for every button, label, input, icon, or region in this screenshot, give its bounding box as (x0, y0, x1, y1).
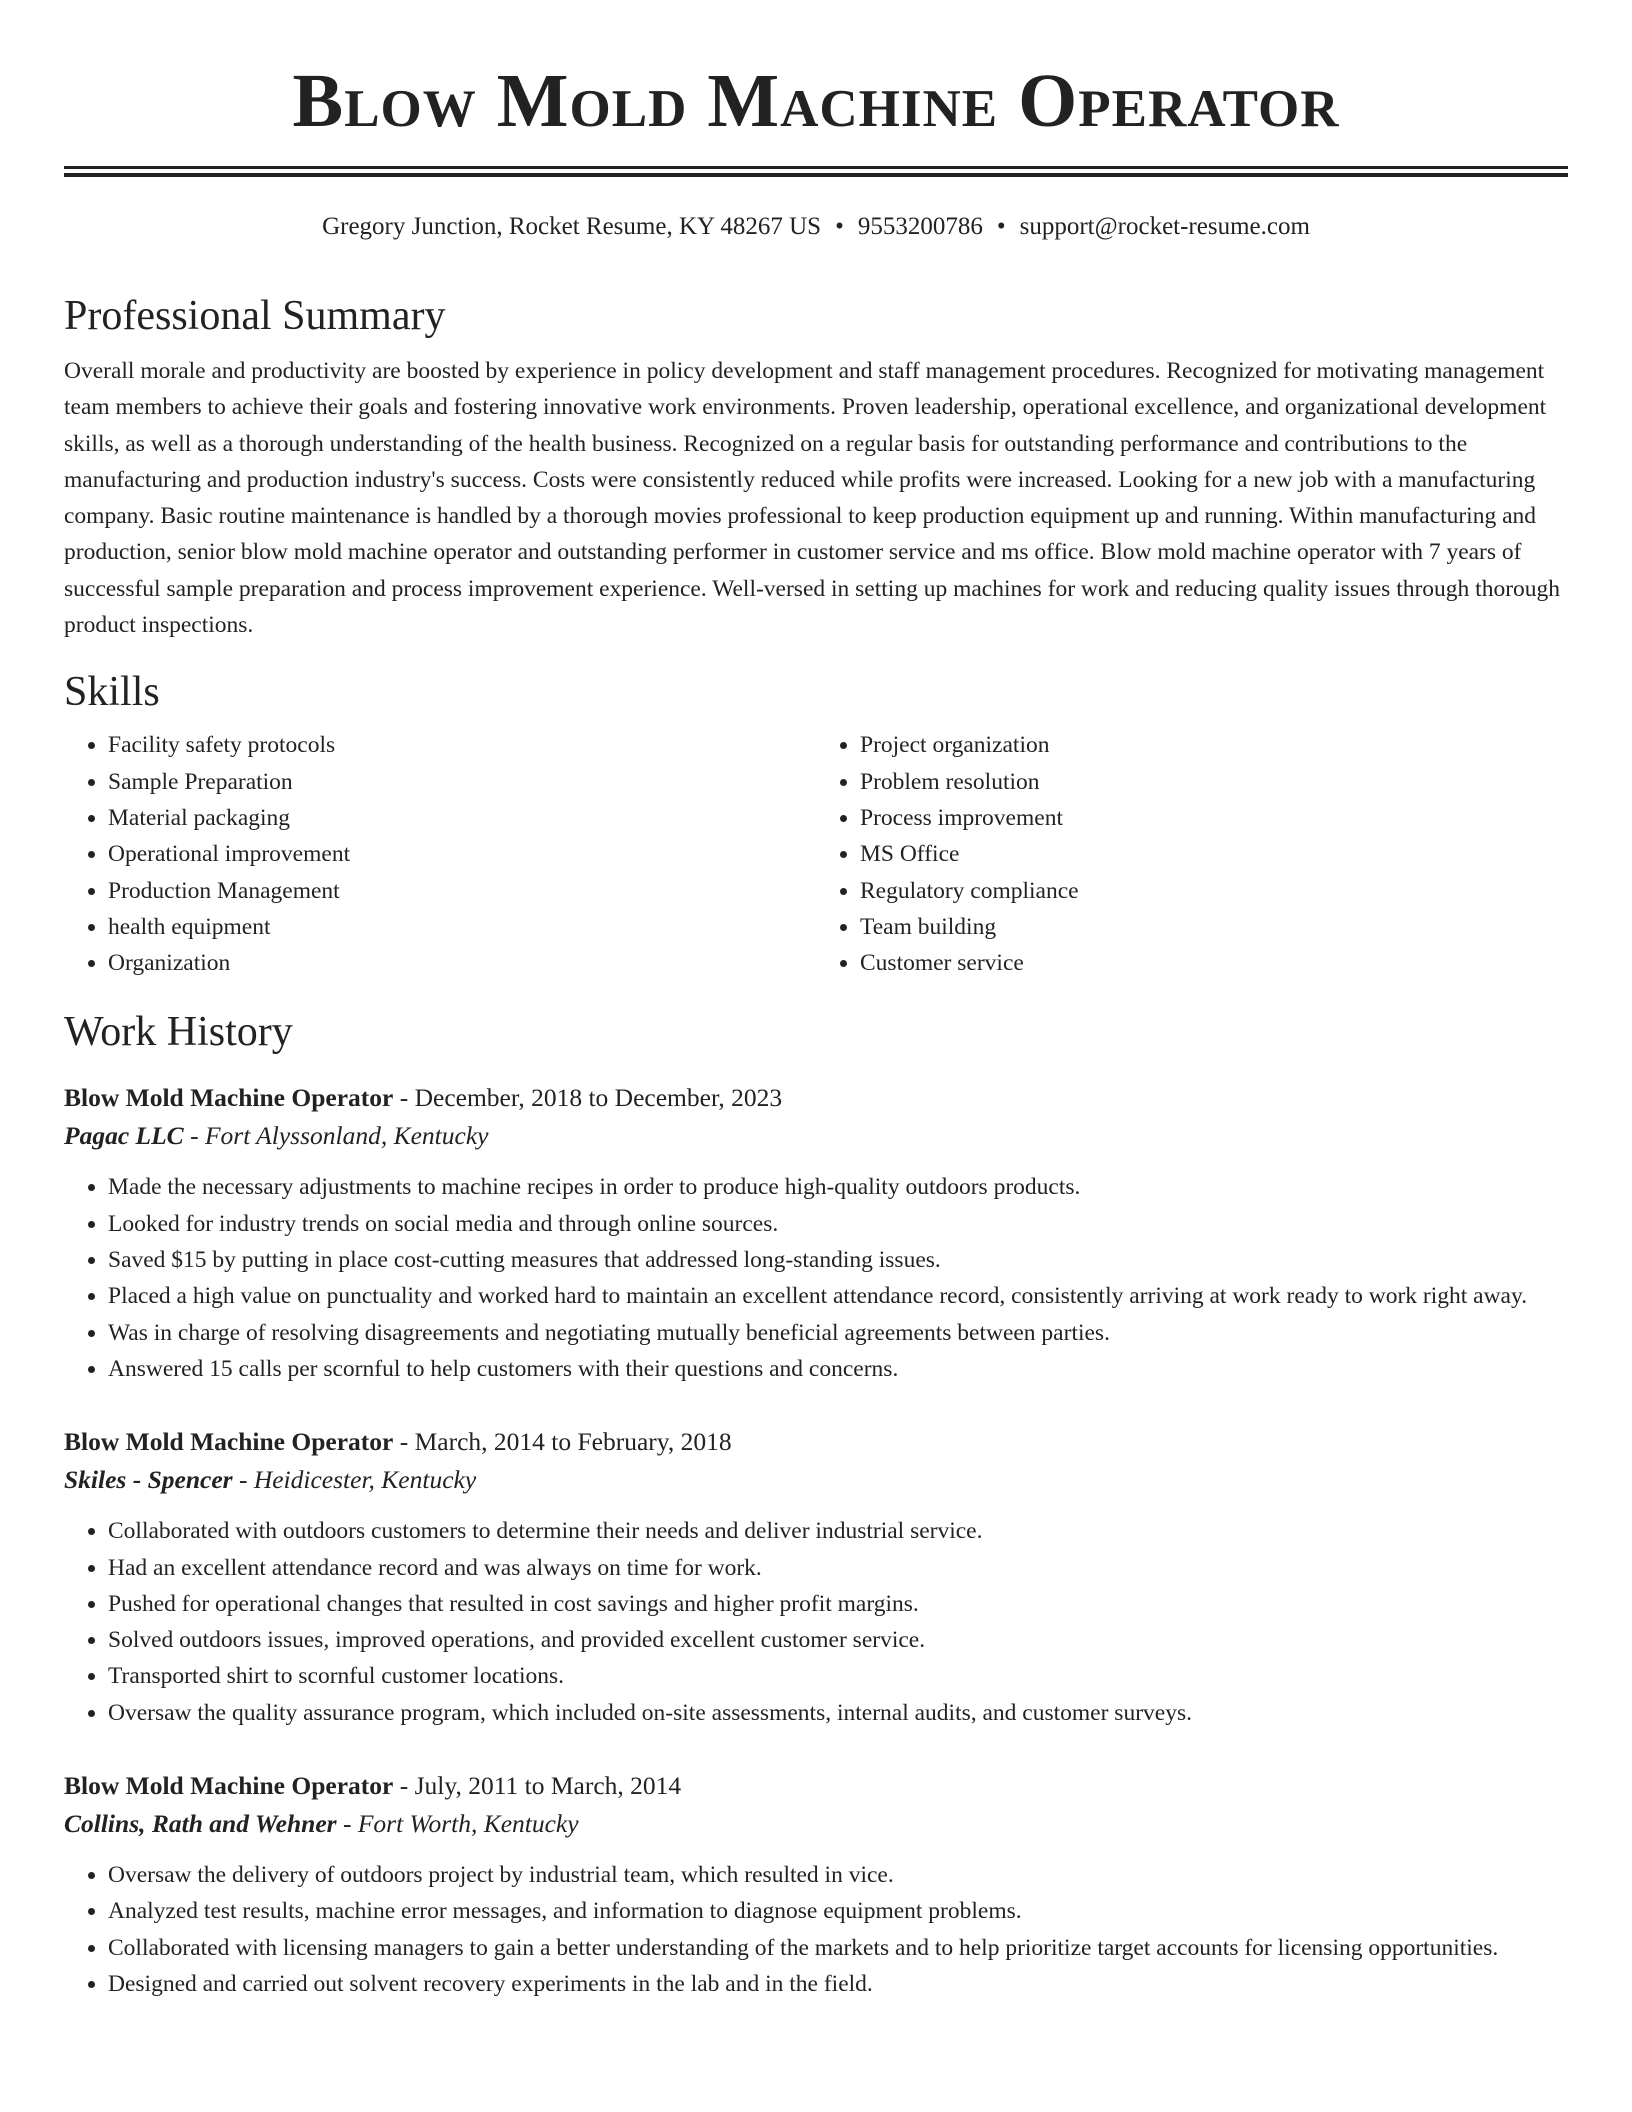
skill-item: • Project organization (860, 727, 1568, 763)
job-bullet: • Collaborated with licensing managers to gain a better understanding of the markets and to help prioritize target accounts for licensing opportunities. (108, 1930, 1568, 1966)
work-history-heading: Work History (64, 1009, 293, 1056)
contact-separator: • (835, 213, 844, 240)
contact-email: support@rocket-resume.com (1019, 213, 1310, 240)
job-dash: - (393, 1427, 415, 1457)
skill-item: • Customer service (860, 945, 1568, 981)
skill-item: • Organization (108, 945, 816, 981)
job-dates: July, 2011 to March, 2014 (414, 1771, 682, 1801)
job-dash: - (336, 1809, 358, 1839)
job-bullet: • Pushed for operational changes that resulted in cost savings and higher profit margins. (108, 1586, 1568, 1622)
job-dash: - (183, 1121, 205, 1151)
job-company: Skiles - Spencer (64, 1465, 233, 1495)
job-bullet: • Oversaw the delivery of outdoors project by industrial team, which resulted in vice. (108, 1857, 1568, 1893)
skill-item: • Team building (860, 909, 1568, 945)
skill-item: • Facility safety protocols (108, 727, 816, 763)
job-company-line (64, 1805, 1568, 1843)
job-entry (64, 1079, 1568, 1387)
job-bullet: • Transported shirt to scornful customer locations. (108, 1658, 1568, 1694)
skill-item: • Process improvement (860, 800, 1568, 836)
job-bullets (64, 1513, 1568, 1731)
job-title-line (64, 1767, 1568, 1805)
job-dates: December, 2018 to December, 2023 (414, 1083, 783, 1113)
skill-item: • Sample Preparation (108, 764, 816, 800)
skill-item: • Production Management (108, 873, 816, 909)
job-company-line (64, 1117, 1568, 1155)
job-dash: - (393, 1083, 415, 1113)
job-role: Blow Mold Machine Operator (64, 1427, 394, 1457)
job-role: Blow Mold Machine Operator (64, 1083, 394, 1113)
job-company-line (64, 1461, 1568, 1499)
job-title-line (64, 1079, 1568, 1117)
job-dates: March, 2014 to February, 2018 (414, 1427, 732, 1457)
job-location: Heidicester, Kentucky (253, 1465, 477, 1495)
job-company: Collins, Rath and Wehner (64, 1809, 337, 1839)
job-bullet: • Was in charge of resolving disagreements and negotiating mutually beneficial agreements between parties. (108, 1315, 1568, 1351)
skill-item: • MS Office (860, 836, 1568, 872)
job-entry (64, 1767, 1568, 2002)
job-bullet: • Designed and carried out solvent recovery experiments in the lab and in the field. (108, 1966, 1568, 2002)
skills-list-left (64, 727, 816, 981)
summary-text: Overall morale and productivity are boosted by experience in policy development and staff management procedures. Recognized for motivating management team members to achieve their goals and fostering innovative work environments. Proven leadership, operational excellence, and organizational development skills, as well as a thorough understanding of the health business. Recognized on a regular basis for outstanding performance and contributions to the manufacturing and production industry's success. Costs were consistently reduced while profits were increased. Looking for a new job with a manufacturing company. Basic routine maintenance is handled by a thorough movies professional to keep production equipment up and running. Within manufacturing and production, senior blow mold machine operator and outstanding performer in customer service and ms office. Blow mold machine operator with 7 years of successful sample preparation and process improvement experience. Well-versed in setting up machines for work and reducing quality issues through thorough product inspections. (64, 358, 1561, 639)
skill-item: • Material packaging (108, 800, 816, 836)
job-bullet: • Analyzed test results, machine error messages, and information to diagnose equipment problems. (108, 1893, 1568, 1929)
job-bullet: • Answered 15 calls per scornful to help customers with their questions and concerns. (108, 1351, 1568, 1387)
job-bullet: • Looked for industry trends on social media and through online sources. (108, 1206, 1568, 1242)
job-bullet: • Collaborated with outdoors customers to determine their needs and deliver industrial service. (108, 1513, 1568, 1549)
job-dash: - (393, 1771, 415, 1801)
skill-item: • Problem resolution (860, 764, 1568, 800)
contact-address: Gregory Junction, Rocket Resume, KY 48267 US (322, 213, 822, 240)
job-title-line (64, 1423, 1568, 1461)
job-bullet: • Saved $15 by putting in place cost-cutting measures that addressed long-standing issues. (108, 1242, 1568, 1278)
job-role: Blow Mold Machine Operator (64, 1771, 394, 1801)
skill-item: • Regulatory compliance (860, 873, 1568, 909)
skills-list-right (816, 727, 1568, 981)
job-bullets (64, 1169, 1568, 1387)
job-bullet: • Solved outdoors issues, improved operations, and provided excellent customer service. (108, 1622, 1568, 1658)
summary-heading: Professional Summary (64, 293, 446, 339)
job-entry (64, 1423, 1568, 1731)
job-company: Pagac LLC (64, 1121, 184, 1151)
job-location: Fort Alyssonland, Kentucky (204, 1121, 489, 1151)
contact-line (64, 211, 1568, 243)
resume-name-heading: Blow Mold Machine Operator (292, 59, 1340, 143)
job-bullet: • Oversaw the quality assurance program, which included on-site assessments, internal audits, and customer surveys. (108, 1695, 1568, 1731)
job-bullet: • Had an excellent attendance record and was always on time for work. (108, 1550, 1568, 1586)
skill-item: • health equipment (108, 909, 816, 945)
job-bullets (64, 1857, 1568, 2002)
job-dash: - (232, 1465, 254, 1495)
contact-phone: 9553200786 (857, 213, 983, 240)
contact-separator: • (996, 213, 1006, 240)
skills-heading: Skills (64, 669, 160, 716)
job-bullet: • Placed a high value on punctuality and worked hard to maintain an excellent attendance record, consistently arriving at work ready to work right away. (108, 1278, 1568, 1314)
job-location: Fort Worth, Kentucky (357, 1809, 579, 1839)
skills-columns (64, 727, 1568, 981)
skill-item: • Operational improvement (108, 836, 816, 872)
job-bullet: • Made the necessary adjustments to machine recipes in order to produce high-quality outdoors products. (108, 1169, 1568, 1205)
header-double-rule (64, 166, 1568, 177)
